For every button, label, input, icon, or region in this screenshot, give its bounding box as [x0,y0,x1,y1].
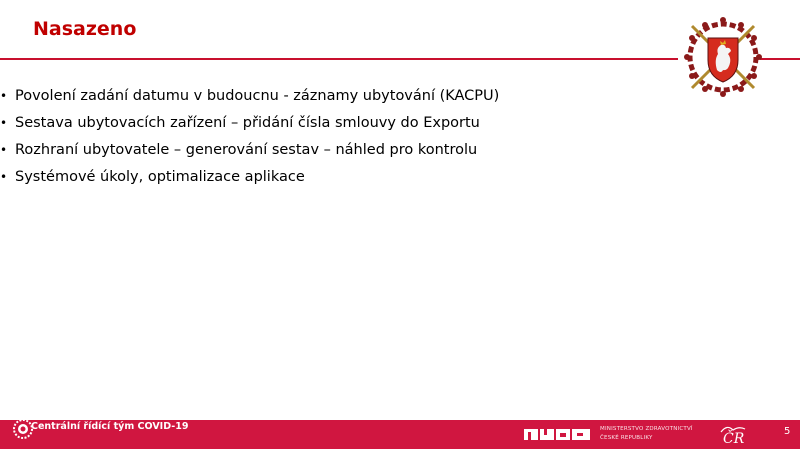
bullet-text: Sestava ubytovacích zařízení – přidání čísla smlouvy do Exportu [15,115,480,131]
bullet-item [0,167,499,194]
ministry-line-2: ČESKÉ REPUBLIKY [600,435,653,441]
bullet-item [0,113,499,140]
bullet-item [0,140,499,167]
bullet-marker: • [0,116,8,130]
bullet-marker: • [0,170,8,184]
bullet-marker: • [0,143,8,157]
title-divider-right [760,58,800,60]
bullet-item [0,86,499,113]
cr-logo-text: ČR [723,431,745,446]
title-divider [0,58,678,60]
cr-logo-icon [717,422,753,446]
page-number: 5 [784,426,791,437]
bullet-text: Systémové úkoly, optimalizace aplikace [15,169,305,185]
mzcr-logo-icon [522,426,594,442]
bullet-text: Povolení zadání datumu v budoucnu - záznamy ubytování (KACPU) [15,88,500,104]
bullet-marker: • [0,89,8,103]
bullet-text: Rozhraní ubytovatele – generování sestav – náhled pro kontrolu [15,142,478,158]
army-emblem-icon [680,14,766,100]
ministry-line-1: MINISTERSTVO ZDRAVOTNICTVÍ [600,426,693,432]
footer-team-label: Centrální řídící tým COVID-19 [31,421,189,432]
slide-title: Nasazeno [33,18,137,40]
bullet-list [0,86,499,194]
ministry-name [600,425,693,443]
